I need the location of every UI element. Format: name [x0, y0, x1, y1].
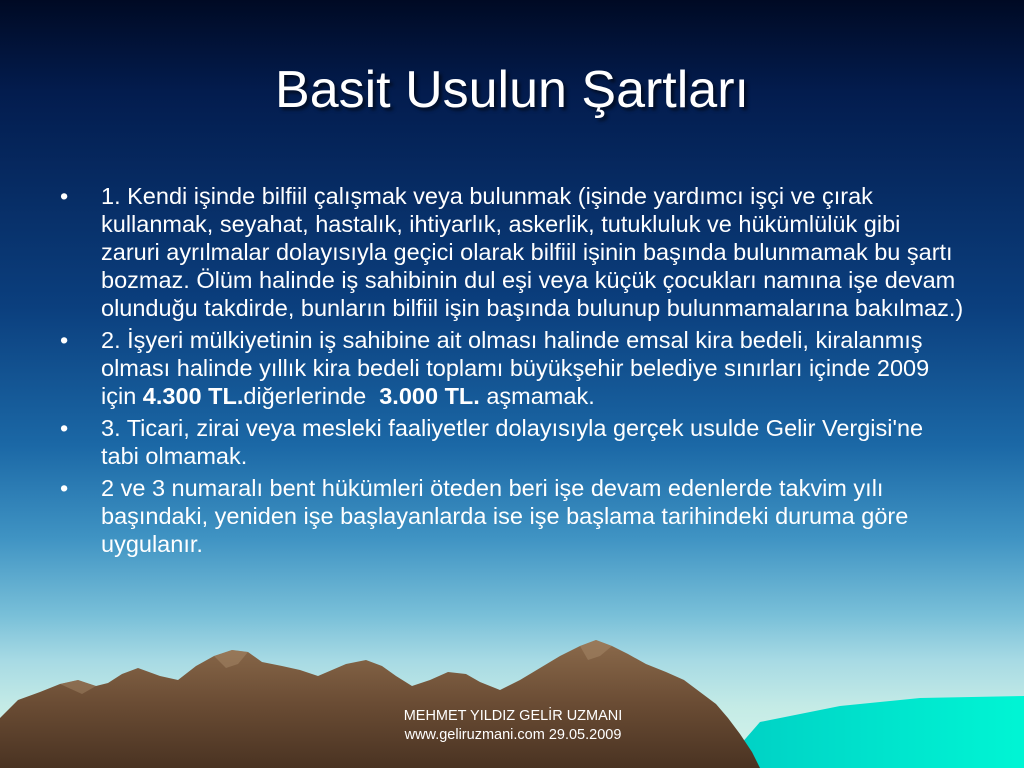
- list-item: [60, 414, 965, 470]
- list-item: [60, 182, 965, 322]
- list-item-text: diğerlerinde: [243, 383, 380, 409]
- bullet-list: [60, 182, 965, 562]
- list-item: [60, 474, 965, 558]
- mountain-range: [0, 640, 760, 768]
- bullet-icon: •: [60, 183, 69, 209]
- footer-site-date: www.geliruzmani.com 29.05.2009: [404, 727, 622, 743]
- slide-title: Basit Usulun Şartları: [275, 61, 749, 119]
- sea: [720, 696, 1024, 768]
- amount-bold: 3.000 TL.: [379, 383, 480, 409]
- list-item: [60, 326, 965, 410]
- footer-author: MEHMET YILDIZ GELİR UZMANI: [403, 708, 623, 724]
- list-item-text: aşmamak.: [479, 383, 595, 409]
- footer: [372, 707, 654, 745]
- bullet-icon: •: [60, 475, 69, 501]
- bullet-icon: •: [60, 327, 69, 353]
- list-item-text: 2 ve 3 numaralı bent hükümleri öteden beri işe devam edenlerde takvim yılı başındaki, yeniden işe başlayanlarda ise işe başlama tarihindeki duruma göre uygulanır.: [101, 475, 909, 557]
- bullet-icon: •: [60, 415, 69, 441]
- list-item-text: 2. İşyeri mülkiyetinin iş sahibine ait olması halinde emsal kira bedeli, kiralanmış olması halinde yıllık kira bedeli toplamı büyükşehir belediye sınırları içinde 2009 için: [101, 327, 930, 409]
- list-item-text: 1. Kendi işinde bilfiil çalışmak veya bulunmak (işinde yardımcı işçi ve çırak kullanmak, seyahat, hastalık, ihtiyarlık, askerlik, tutukluluk ve hükümlülük gibi zaruri ayrılmalar dolayısıyla geçici olarak bilfiil işinin başında bulunmamak bu şartı bozmaz. Ölüm halinde iş sahibinin dul eşi veya küçük çocukları namına işe devam olunduğu takdirde, bunların bilfiil işin başında bulunup bulunmamalarına bakılmaz.): [101, 183, 964, 321]
- amount-bold: 4.300 TL.: [142, 383, 244, 409]
- list-item-text: 3. Ticari, zirai veya mesleki faaliyetler dolayısıyla gerçek usulde Gelir Vergisi'ne tabi olmamak.: [101, 415, 924, 469]
